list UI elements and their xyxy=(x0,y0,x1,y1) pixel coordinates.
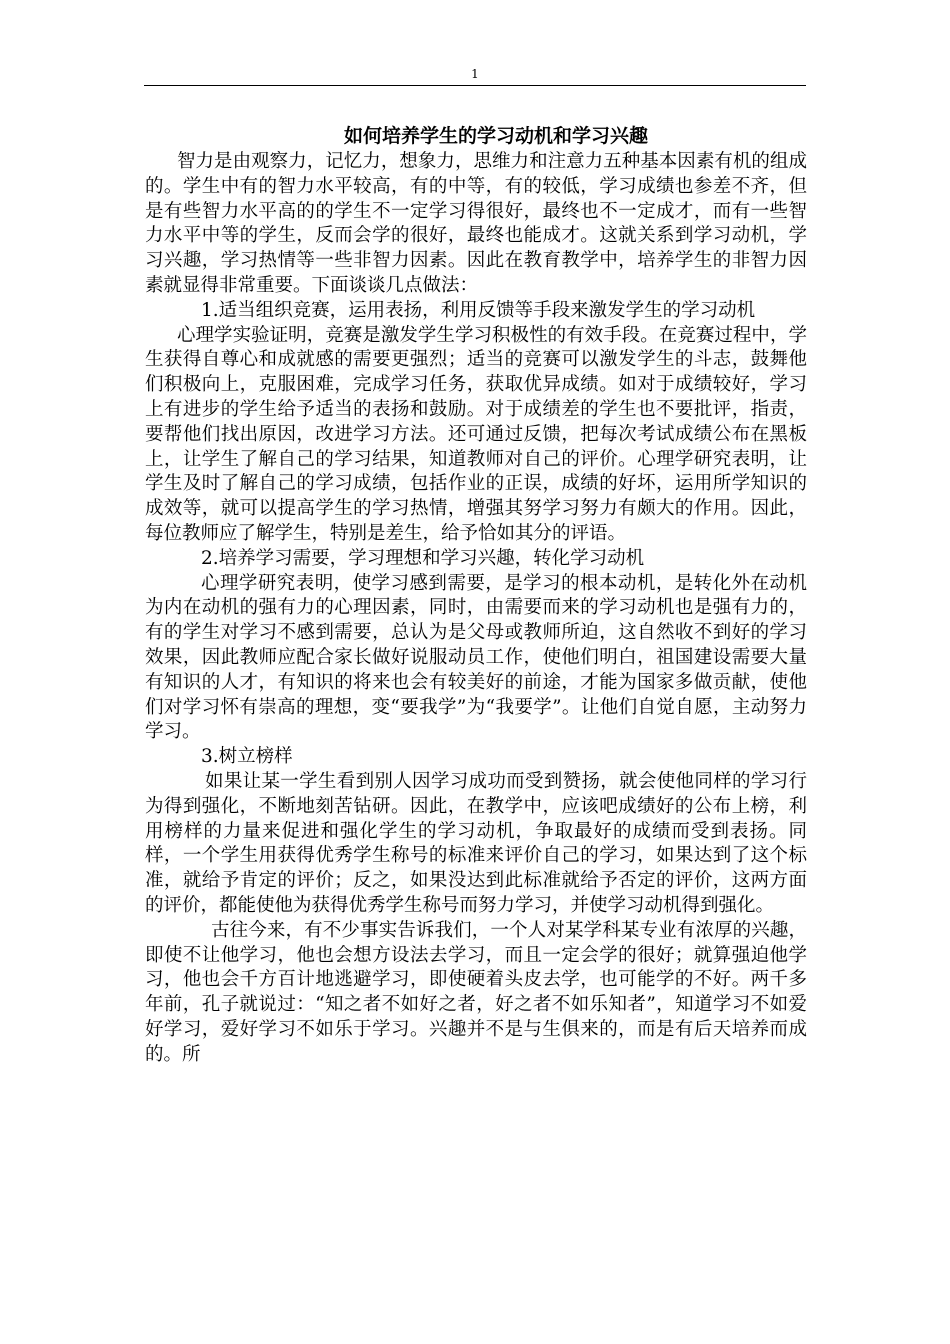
document-title: 如何培养学生的学习动机和学习兴趣 xyxy=(343,125,648,147)
paragraph-needs: 心理学研究表明，使学习感到需要，是学习的根本动机，是转化外在动机为内在动机的强有力的心理因素，同时，由需要而来的学习动机也是强有力的，有的学生对学习不感到需要，总认为是父母或教师所迫，这自然收不到好的学习效果，因此教师应配合家长做好说服动员工作，使他们明白，祖国建设需要大量有知识的人才，有知识的将来也会有较美好的前途，才能为国家多做贡献，使他们对学习怀有崇高的理想，变“要我学”为“我要学”。让他们自觉自愿，主动努力学习。 xyxy=(145,572,807,743)
paragraph-role-model: 如果让某一学生看到别人因学习成功而受到赞扬，就会使他同样的学习行为得到强化，不断地刻苦钻研。因此，在教学中，应该吧成绩好的公布上榜，利用榜样的力量来促进和强化学生的学习动机，争取最好的成绩而受到表扬。同样，一个学生用获得优秀学生称号的标准来评价自己的学习，如果达到了这个标准，就给予肯定的评价；反之，如果没达到此标准就给予否定的评价，这两方面的评价，都能使他为获得优秀学生称号而努力学习，并使学习动机得到强化。 xyxy=(145,770,807,916)
section-heading-2: 2.培养学习需要，学习理想和学习兴趣，转化学习动机 xyxy=(201,547,645,569)
paragraph-competition: 心理学实验证明，竞赛是激发学生学习积极性的有效手段。在竞赛过程中，学生获得自尊心和成就感的需要更强烈；适当的竞赛可以激发学生的斗志，鼓舞他们积极向上，克服困难，完成学习任务，获取优异成绩。如对于成绩较好，学习上有进步的学生给予适当的表扬和鼓励。对于成绩差的学生也不要批评，指责，要帮他们找出原因，改进学习方法。还可通过反馈，把每次考试成绩公布在黑板上，让学生了解自己的学习结果，知道教师对自己的评价。心理学研究表明，让学生及时了解自己的学习成绩，包括作业的正误，成绩的好坏，运用所学知识的成效等，就可以提高学生的学习热情，增强其努学习努力有颇大的作用。因此，每位教师应了解学生，特别是差生，给予恰如其分的评语。 xyxy=(145,324,807,544)
document-body xyxy=(145,122,807,1067)
paragraph-interest: 古往今来，有不少事实告诉我们，一个人对某学科某专业有浓厚的兴趣，即使不让他学习，他也会想方设法去学习，而且一定会学的很好；就算强迫他学习，他也会千方百计地逃避学习，即使硬着头皮去学，也可能学的不好。两千多年前，孔子就说过：“知之者不如好之者，好之者不如乐知者”，知道学习不如爱好学习，爱好学习不如乐于学习。兴趣并不是与生俱来的，而是有后天培养而成的。所 xyxy=(145,919,807,1065)
section-heading-1: 1.适当组织竞赛，运用表扬，利用反馈等手段来激发学生的学习动机 xyxy=(201,299,756,321)
section-heading-3: 3.树立榜样 xyxy=(201,746,293,768)
paragraph-intro: 智力是由观察力，记忆力，想象力，思维力和注意力五种基本因素有机的组成的。学生中有的智力水平较高，有的中等，有的较低，学习成绩也参差不齐，但是有些智力水平高的的学生不一定学习得很好，最终也不一定成才，而有一些智力水平中等的学生，反而会学的很好，最终也能成才。这就关系到学习动机，学习兴趣，学习热情等一些非智力因素。因此在教育教学中，培养学生的非智力因素就显得非常重要。下面谈谈几点做法： xyxy=(145,151,807,296)
header-rule xyxy=(144,85,806,86)
page-number: 1 xyxy=(471,67,479,81)
